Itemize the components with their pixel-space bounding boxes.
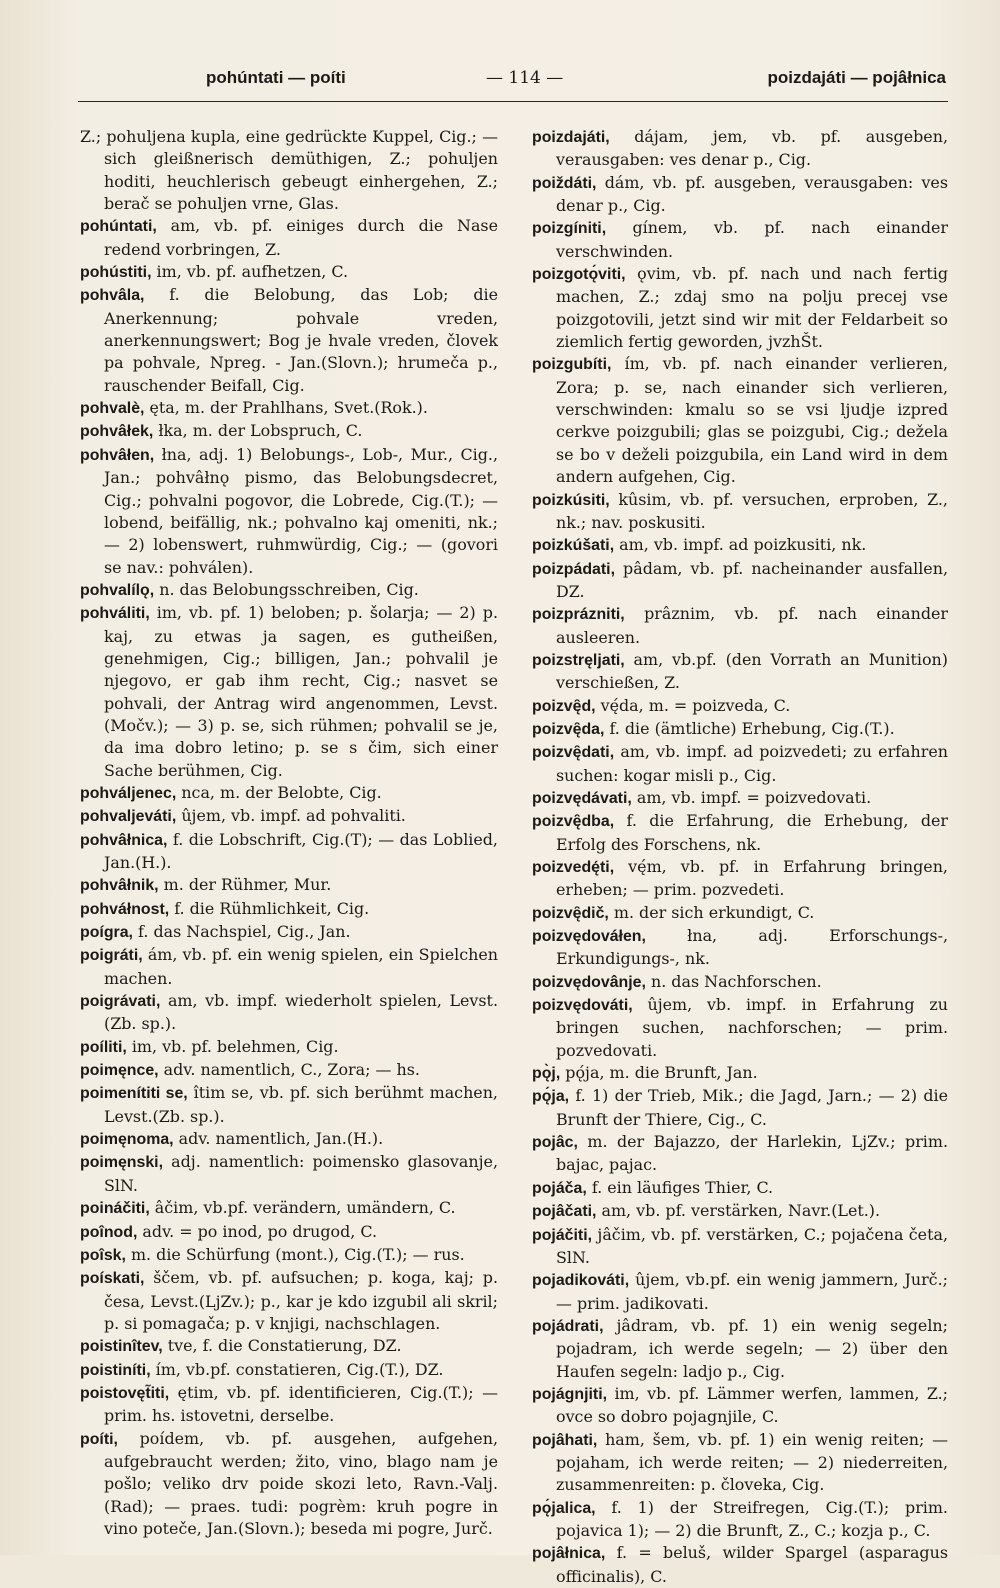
dictionary-entry: [80, 1221, 498, 1244]
entry-definition: ûjem, vb. impf. in Erfahrung zu bringen suchen, nachforschen; — prim. pozvedovati.: [556, 995, 948, 1060]
entry-definition: nca, m. der Belobte, Cig.: [176, 782, 382, 802]
entry-headword: pojáčiti,: [532, 1226, 593, 1244]
entry-headword: poizvędováłen,: [532, 928, 646, 946]
dictionary-entry: [532, 1315, 948, 1383]
dictionary-entry: [532, 263, 948, 353]
header-right-guide-words: poizdajáti — pojâłnica: [767, 68, 946, 87]
entry-definition: łna, adj. Erforschungs-, Erkundigungs-, nk.: [556, 926, 948, 969]
entry-definition: vę́da, m. = poizveda, C.: [595, 695, 791, 715]
dictionary-entry: [80, 602, 498, 782]
entry-headword: poimenítiti se,: [80, 1085, 188, 1103]
entry-headword: poíliti,: [80, 1038, 127, 1056]
entry-definition: f. die Lobschrift, Cig.(T); — das Loblied, Jan.(H.).: [104, 829, 498, 872]
dictionary-entry: [532, 856, 948, 902]
dictionary-entry: [80, 1382, 498, 1428]
entry-headword: pohvâłnik,: [80, 877, 159, 895]
entry-definition: n. das Belobungsschreiben, Cig.: [154, 579, 419, 599]
dictionary-entry: [80, 126, 498, 215]
entry-definition: prâznim, vb. pf. nach einander ausleeren.: [556, 604, 948, 647]
dictionary-entry: [80, 397, 498, 420]
dictionary-entry: [532, 925, 948, 971]
entry-headword: poizdajáti,: [532, 129, 610, 146]
dictionary-entry: [80, 1197, 498, 1220]
right-column: [532, 126, 948, 1588]
dictionary-entry: [80, 1267, 498, 1335]
dictionary-entry: [80, 284, 498, 397]
dictionary-entry: [532, 1224, 948, 1270]
entry-definition: am, vb. impf. wiederholt spielen, Levst.(Zb. sp.).: [104, 991, 498, 1034]
entry-definition: ím, vb. pf. nach einander verlieren, Zora; p. se, nach einander sich verlieren, verschwinden: kmalu so se vsi ljudje izpred cerkve poizgubili; glas se poizgubi, Cig.; dežela se bo v deželi poizgubila, ein Land wird in dem andern aufgehen, Cig.: [556, 354, 948, 487]
entry-definition: f. = beluš, wilder Spargel (asparagus officinalis), C.: [556, 1543, 948, 1586]
entry-headword: pǫ̀j,: [532, 1065, 561, 1083]
left-column: [80, 126, 498, 1540]
entry-definition: im, vb. pf. belehmen, Cig.: [126, 1036, 339, 1056]
entry-definition: gínem, vb. pf. nach einander verschwinden.: [556, 218, 948, 261]
dictionary-entry: [532, 810, 948, 856]
dictionary-entry: [80, 579, 498, 602]
entry-headword: poizgubíti,: [532, 356, 612, 374]
entry-headword: poígra,: [80, 924, 133, 942]
dictionary-entry: [532, 1177, 948, 1200]
entry-definition: ûjem, vb. impf. ad pohvaliti.: [176, 806, 406, 826]
entry-definition: jâčim, vb. pf. verstärken, C.; pojačena četa, SlN.: [556, 1224, 948, 1267]
entry-headword: poigrávati,: [80, 993, 161, 1011]
dictionary-entry: [80, 420, 498, 443]
dictionary-entry: [80, 921, 498, 944]
page-number: — 114 —: [486, 68, 564, 88]
entry-definition: f. die (ämtliche) Erhebung, Cig.(T.).: [604, 718, 895, 738]
entry-headword: pohvalílǫ,: [80, 581, 155, 599]
entry-headword: pojadikováti,: [532, 1272, 630, 1290]
dictionary-entry: [532, 172, 948, 218]
entry-headword: poiždáti,: [532, 174, 597, 192]
entry-definition: łka, m. der Lobspruch, C.: [153, 421, 363, 441]
dictionary-entry: [532, 489, 948, 535]
dictionary-entry: [532, 353, 948, 488]
entry-headword: pohvâłek,: [80, 423, 154, 441]
entry-definition: âčim, vb.pf. verändern, umändern, C.: [149, 1198, 456, 1218]
entry-headword: pohvâłnica,: [80, 831, 168, 849]
dictionary-entry: [80, 944, 498, 990]
entry-headword: poizvędávati,: [532, 789, 632, 807]
entry-headword: poizvędovânje,: [532, 973, 646, 991]
dictionary-entry: [532, 1131, 948, 1177]
entry-definition: Z.; pohuljena kupla, eine gedrückte Kuppel, Cig.; — sich gleißnerisch demüthigen, Z.; pohuljen hoditi, heuchlerisch gebeugt einhergehen, Z.; berač se pohuljen vrne, Glas.: [80, 127, 498, 214]
entry-definition: ęta, m. der Prahlhans, Svet.(Rok.).: [144, 398, 428, 418]
entry-definition: adv. namentlich, Jan.(H.).: [173, 1129, 384, 1149]
entry-definition: adj. namentlich: poimensko glasovanje, SlN.: [104, 1152, 498, 1195]
entry-headword: poimęnce,: [80, 1062, 159, 1080]
dictionary-entry: [80, 1244, 498, 1267]
dictionary-entry: [532, 649, 948, 695]
dictionary-entry: [80, 444, 498, 579]
header-left-guide-words: pohúntati — poíti: [206, 68, 346, 87]
entry-headword: poizvę̑dič,: [532, 904, 609, 922]
entry-definition: am, vb.pf. (den Vorrath an Munition) verschießen, Z.: [556, 649, 948, 693]
entry-definition: ím, vb.pf. constatieren, Cig.(T.), DZ.: [150, 1359, 444, 1379]
dictionary-entry: [80, 1428, 498, 1541]
entry-definition: ščem, vb. pf. aufsuchen; p. koga, kaj; p. česa, Levst.(LjZv.); p., kar je kdo izgubil ali skril; p. si pomagača; p. v knjigi, nachschlagen.: [104, 1268, 498, 1333]
entry-definition: dájam, jem, vb. pf. ausgeben, verausgaben: ves denar p., Cig.: [556, 127, 948, 170]
entry-headword: poîsk,: [80, 1246, 126, 1264]
entry-headword: pǫ́jalica,: [532, 1499, 596, 1517]
entry-headword: poizkúšati,: [532, 537, 615, 555]
entry-definition: tve, f. die Constatierung, DZ.: [162, 1336, 402, 1356]
entry-headword: pojâłnica,: [532, 1545, 606, 1563]
entry-headword: pojâhati,: [532, 1431, 598, 1449]
dictionary-entry: [532, 217, 948, 263]
entry-headword: pojâc,: [532, 1134, 578, 1152]
entry-headword: poistinîtev,: [80, 1338, 163, 1356]
entry-definition: f. ein läufiges Thier, C.: [586, 1177, 774, 1197]
entry-headword: pohvâla,: [80, 287, 145, 305]
entry-headword: poizgotǫ́viti,: [532, 266, 626, 284]
entry-headword: poískati,: [80, 1270, 145, 1288]
entry-headword: poizgíniti,: [532, 220, 607, 238]
entry-definition: ham, šem, vb. pf. 1) ein wenig reiten; — pojaham, ich werde reiten; — 2) niederreiten, zusammenreiten: p. človeka, Cig.: [556, 1429, 948, 1495]
dictionary-entry: [532, 787, 948, 810]
entry-headword: pohústiti,: [80, 264, 152, 282]
entry-definition: vę́m, vb. pf. in Erfahrung bringen, erheben; — prim. pozvedeti.: [556, 857, 948, 900]
entry-definition: m. der Rühmer, Mur.: [158, 875, 332, 895]
entry-definition: f. die Erfahrung, die Erhebung, der Erfolg des Forschens, nk.: [556, 811, 948, 854]
entry-definition: m. die Schürfung (mont.), Cig.(T.); — rus.: [125, 1244, 465, 1264]
entry-definition: pǫ́ja, m. die Brunft, Jan.: [560, 1063, 758, 1083]
entry-headword: pojádrati,: [532, 1317, 604, 1335]
entry-headword: poistiníti,: [80, 1361, 151, 1379]
entry-headword: poizvę̑dati,: [532, 744, 615, 762]
entry-headword: poizvędováti,: [532, 997, 633, 1015]
dictionary-entry: [80, 1151, 498, 1197]
entry-definition: kûsim, vb. pf. versuchen, erproben, Z., nk.; nav. poskusiti.: [556, 489, 948, 532]
dictionary-entry: [532, 1269, 948, 1315]
entry-definition: f. das Nachspiel, Cig., Jan.: [132, 922, 351, 942]
dictionary-entry: [80, 829, 498, 875]
entry-definition: am, vb. impf. ad poizvedeti; zu erfahren suchen: kogar misli p., Cig.: [556, 742, 948, 785]
entry-headword: poizvę̑da,: [532, 720, 605, 738]
entry-headword: poizvę̑d,: [532, 697, 596, 715]
entry-definition: am, vb. pf. verstärken, Navr.(Let.).: [596, 1201, 881, 1221]
entry-headword: pohváliti,: [80, 605, 150, 623]
entry-headword: poizvedę́ti,: [532, 859, 615, 876]
dictionary-entry: [532, 994, 948, 1062]
entry-definition: f. 1) der Trieb, Mik.; die Jagd, Jarn.; — 2) die Brunft der Thiere, Cig., C.: [556, 1086, 948, 1129]
entry-definition: dám, vb. pf. ausgeben, verausgaben: ves denar p., Cig.: [556, 172, 948, 216]
entry-definition: jâdram, vb. pf. 1) ein wenig segeln; pojadram, ich werde segeln; — 2) über den Haufen segeln: ladjo p., Cig.: [556, 1315, 948, 1381]
dictionary-entry: [532, 1542, 948, 1588]
entry-definition: f. die Rühmlichkeit, Cig.: [169, 898, 370, 918]
entry-definition: adv. namentlich, C., Zora; — hs.: [158, 1060, 420, 1080]
dictionary-entry: [532, 1200, 948, 1223]
dictionary-entry: [80, 215, 498, 261]
entry-definition: ûjem, vb.pf. ein wenig jammern, Jurč.; — prim. jadikovati.: [556, 1270, 948, 1313]
entry-headword: poizvę̑dba,: [532, 813, 615, 831]
dictionary-entry: [532, 741, 948, 787]
entry-headword: pojáča,: [532, 1179, 587, 1197]
dictionary-entry: [532, 1497, 948, 1543]
entry-definition: m. der Bajazzo, der Harlekin, LjZv.; prim. bajac, pajac.: [556, 1132, 948, 1175]
dictionary-entry: [80, 1036, 498, 1059]
entry-definition: m. der sich erkundigt, C.: [608, 902, 815, 922]
entry-headword: poimęnski,: [80, 1154, 164, 1172]
entry-headword: poistovęt̃iti,: [80, 1384, 170, 1402]
entry-headword: pohvaljeváti,: [80, 808, 177, 826]
entry-definition: îtim se, vb. pf. sich berühmt machen, Levst.(Zb. sp.).: [104, 1083, 498, 1126]
dictionary-entry: [532, 1085, 948, 1131]
entry-headword: pohvalè,: [80, 400, 145, 418]
entry-headword: poizpádati,: [532, 560, 615, 578]
entry-definition: łna, adj. 1) Belobungs-, Lob-, Mur., Cig., Jan.; pohvâłnǫ pismo, das Belobungsdecret, Cig.; pohvalni pogovor, die Lobrede, Cig.(T.); — lobend, beifällig, nk.; pohvalno kaj omeniti, nk.; — 2) lobenswert, ruhmwürdig, Cig.; — (govori se nav.: pohválen).: [104, 444, 498, 577]
entry-headword: pojágnjiti,: [532, 1385, 608, 1403]
entry-definition: im, vb. pf. Lämmer werfen, lammen, Z.; ovce so dobro pojagnjile, C.: [556, 1383, 948, 1427]
dictionary-entry: [532, 558, 948, 604]
entry-headword: poînod,: [80, 1223, 138, 1241]
entry-definition: im, vb. pf. aufhetzen, C.: [151, 262, 349, 282]
entry-definition: am, vb. impf. ad poizkusiti, nk.: [614, 535, 867, 555]
entry-headword: pohúntati,: [80, 218, 157, 236]
entry-headword: poizstręljati,: [532, 651, 625, 669]
entry-definition: poídem, vb. pf. ausgehen, aufgehen, aufgebraucht werden; žito, vino, blago nam je pošlo; veliko drv poide skozi leto, Ravn.-Valj.(Rad); — praes. tudi: pogrèm: kruh pogre in vino poteče, Jan.(Slovn.); beseda mi pogre, Jurč.: [104, 1428, 498, 1538]
entry-definition: f. 1) der Streifregen, Cig.(T.); prim. pojavica 1); — 2) die Brunft, Z., C.; kozja p., C.: [556, 1497, 948, 1540]
dictionary-entry: [80, 898, 498, 921]
entry-headword: pohvâłen,: [80, 446, 155, 464]
dictionary-entry: [80, 1082, 498, 1128]
entry-headword: pojâčati,: [532, 1203, 597, 1221]
entry-definition: ǫvim, vb. pf. nach und nach fertig machen, Z.; zdaj smo na polju precej vse poizgotovili, jetzt sind wir mit der Feldarbeit so ziemlich fertig geworden, jvzhŠt.: [556, 264, 948, 352]
dictionary-entry: [80, 990, 498, 1036]
entry-headword: pohváłnost,: [80, 900, 170, 918]
entry-definition: f. die Belobung, das Lob; die Anerkennung; pohvale vreden, anerkennungswert; Bog je hvale vreden, človek pa pohvale, Npreg. - Jan.(Slovn.); hrumeča p., rauschender Beifall, Cig.: [104, 285, 498, 395]
dictionary-entry: [80, 261, 498, 284]
dictionary-entry: [532, 718, 948, 741]
entry-definition: ám, vb. pf. ein wenig spielen, ein Spielchen machen.: [104, 945, 498, 988]
dictionary-entry: [532, 126, 948, 172]
dictionary-entry: [80, 782, 498, 805]
entry-headword: poináčiti,: [80, 1200, 150, 1218]
dictionary-entry: [532, 534, 948, 557]
entry-headword: poíti,: [80, 1430, 118, 1448]
dictionary-entry: [80, 1128, 498, 1151]
entry-headword: poizkúsiti,: [532, 491, 610, 509]
entry-definition: n. das Nachforschen.: [645, 971, 822, 991]
entry-headword: poizprázniti,: [532, 606, 625, 624]
entry-definition: ętim, vb. pf. identificieren, Cig.(T.); — prim. hs. istovetni, derselbe.: [104, 1382, 498, 1426]
dictionary-entry: [80, 1059, 498, 1082]
dictionary-entry: [532, 971, 948, 994]
dictionary-entry: [532, 1062, 948, 1085]
page-header: [78, 62, 948, 96]
dictionary-entry: [80, 1335, 498, 1358]
entry-headword: poigráti,: [80, 947, 143, 965]
entry-definition: am, vb. impf. = poizvedovati.: [631, 787, 872, 807]
entry-definition: adv. = po inod, po drugod, C.: [137, 1221, 378, 1241]
entry-headword: pohváljenec,: [80, 784, 177, 802]
dictionary-entry: [80, 805, 498, 828]
dictionary-entry: [80, 874, 498, 897]
dictionary-entry: [532, 1383, 948, 1429]
entry-definition: pâdam, vb. pf. nacheinander ausfallen, DZ.: [556, 558, 948, 601]
entry-definition: am, vb. pf. einiges durch die Nase redend vorbringen, Z.: [104, 216, 498, 259]
dictionary-entry: [532, 603, 948, 649]
dictionary-entry: [532, 1429, 948, 1497]
header-rule: [78, 101, 948, 102]
entry-headword: poimęnoma,: [80, 1131, 174, 1149]
entry-definition: im, vb. pf. 1) beloben; p. šolarja; — 2) p. kaj, zu etwas ja sagen, es gutheißen, genehmigen, Cig.; billigen, Jan.; pohvalil je njegovo, er gab ihm recht, Cig.; nasvet se pohvali, der Antrag wird angenommen, Levst.(Močv.); — 3) p. se, sich rühmen; pohvalil se je, da ima dobro letino; p. se s čim, sich einer Sache berühmen, Cig.: [104, 603, 498, 780]
dictionary-entry: [532, 695, 948, 718]
dictionary-entry: [532, 902, 948, 925]
entry-headword: pǫ́ja,: [532, 1088, 570, 1106]
dictionary-entry: [80, 1359, 498, 1382]
